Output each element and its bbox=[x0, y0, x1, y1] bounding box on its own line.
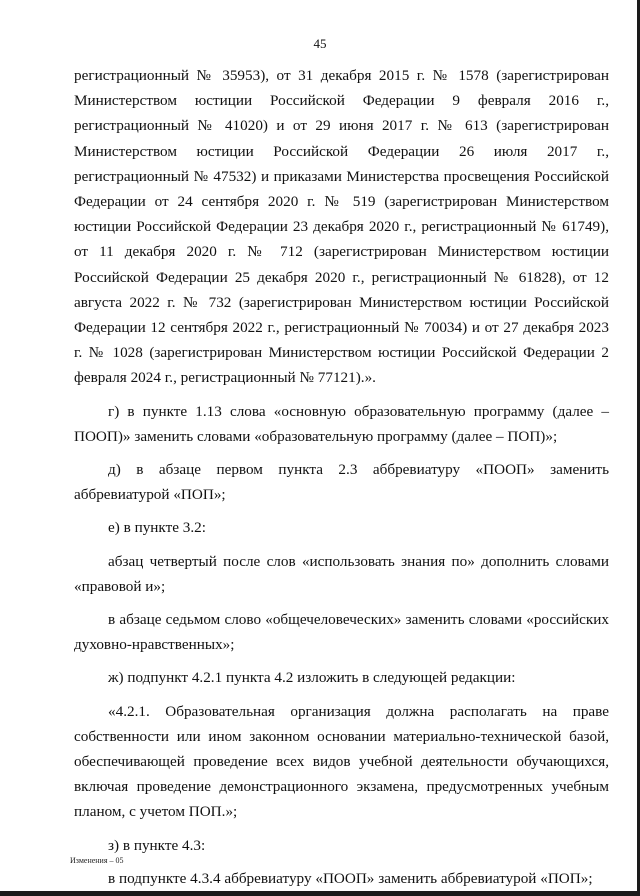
footer-revision-note: Изменения – 05 bbox=[70, 856, 124, 865]
page-number: 45 bbox=[313, 36, 327, 51]
document-body bbox=[74, 63, 609, 891]
paragraph-item-zh: ж) подпункт 4.2.1 пункта 4.2 изложить в следующей редакции: bbox=[108, 669, 516, 687]
paragraph-quote-4-2-1: «4.2.1. Образовательная организация должна располагать на праве собственности или ином законном основании материально-технической базой, обеспечивающей проведение всех видов учебной деятельности обучающихся, включая проведение демонстрационного экзамена, предусмотренных учебным планом, с учетом ПОП.»; bbox=[74, 702, 609, 821]
paragraph-item-e-sub1: абзац четвертый после слов «использовать знания по» дополнить словами «правовой и»; bbox=[74, 552, 609, 595]
paragraph-item-g: г) в пункте 1.13 слова «основную образовательную программу (далее – ПООП)» заменить словами «образовательную программу (далее – ПОП)»; bbox=[74, 402, 609, 445]
paragraph-item-e: е) в пункте 3.2: bbox=[108, 519, 206, 537]
scan-edge-bottom bbox=[0, 891, 640, 896]
paragraph-item-d: д) в абзаце первом пункта 2.3 аббревиатуру «ПООП» заменить аббревиатурой «ПОП»; bbox=[74, 461, 609, 504]
paragraph-item-z-sub1: в подпункте 4.3.4 аббревиатуру «ПООП» заменить аббревиатурой «ПОП»; bbox=[108, 869, 593, 887]
paragraph-item-z: з) в пункте 4.3: bbox=[108, 836, 206, 854]
paragraph-item-e-sub2: в абзаце седьмом слово «общечеловеческих» заменить словами «российских духовно-нравственных»; bbox=[74, 611, 609, 654]
paragraph-registration-list: регистрационный № 35953), от 31 декабря 2015 г. № 1578 (зарегистрирован Министерством юстиции Российской Федерации 9 февраля 2016 г., регистрационный № 41020) и от 29 июня 2017 г. № 613 (зарегистрирован Министерством юстиции Российской Федерации 26 июля 2017 г., регистрационный № 47532) и приказами Министерства просвещения Российской Федерации от 24 сентября 2020 г. № 519 (зарегистрирован Министерством юстиции Российской Федерации 23 декабря 2020 г., регистрационный № 61749), от 11 декабря 2020 г. № 712 (зарегистрирован Министерством юстиции Российской Федерации 25 декабря 2020 г., регистрационный № 61828), от 12 августа 2022 г. № 732 (зарегистрирован Министерством юстиции Российской Федерации 12 сентября 2022 г., регистрационный № 70034) и от 27 декабря 2023 г. № 1028 (зарегистрирован Министерством юстиции Российской Федерации 2 февраля 2024 г., регистрационный № 77121).». bbox=[74, 67, 609, 387]
